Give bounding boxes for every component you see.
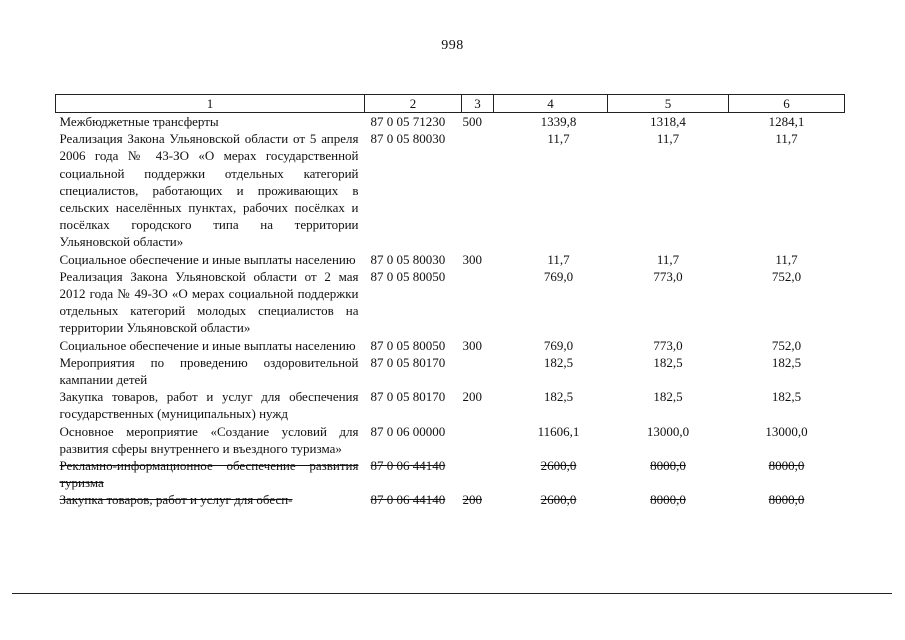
row-value-6-cell: 182,5 [771,389,802,405]
budget-table [55,94,845,509]
row-value-4-cell: 1339,8 [540,114,577,129]
row-name-cell: Мероприятия по проведению оздоровительной кампании детей [59,354,359,388]
column-header-2: 2 [365,95,462,113]
table-row [56,130,845,250]
row-code-cell: 87 0 05 80170 [370,354,446,370]
table-row [56,354,845,388]
column-header-1: 1 [56,95,365,113]
row-code-cell: 87 0 05 71230 [370,114,446,129]
row-value-4-cell: 2600,0 [540,492,577,508]
row-value-6-cell: 752,0 [771,337,802,353]
row-value-4-cell: 182,5 [543,354,574,370]
row-type-cell: 300 [462,337,482,353]
table-header-row [56,95,845,113]
table-row [56,337,845,354]
row-code-cell: 87 0 05 80050 [370,268,446,284]
row-value-6-cell: 1284,1 [768,114,805,129]
row-type-cell [462,354,494,388]
row-name-cell: Социальное обеспечение и иные выплаты населению [59,337,356,353]
row-value-4-cell: 182,5 [543,389,574,405]
row-value-5-cell: 182,5 [653,354,683,370]
row-name-cell: Основное мероприятие «Создание условий для развития сферы внутреннего и въездного туризма» [59,423,359,456]
row-type-cell: 200 [462,389,482,405]
row-name-cell: Реализация Закона Ульяновской области от 5 апреля 2006 года № 43-ЗО «О мерах государственной социальной поддержки отдельных категорий специалистов, работающих и проживающих в сельских населённых пунктах, рабочих посёлках и посёлках городского типа на территории Ульяновской области» [59,131,359,250]
row-name-cell: Межбюджетные трансферты [59,114,219,129]
row-code-cell: 87 0 06 44140 [370,458,446,474]
table-row [56,491,845,508]
table-row [56,457,845,491]
row-value-4-cell: 11,7 [547,251,570,267]
row-value-5-cell: 182,5 [653,389,683,405]
row-value-6-cell: 13000,0 [765,423,808,439]
row-value-5-cell: 11,7 [656,131,680,147]
page-number: 998 [441,38,464,53]
row-name-cell: Социальное обеспечение и иные выплаты населению [59,251,356,267]
row-code-cell: 87 0 06 00000 [370,423,446,439]
row-name-cell: Закупка товаров, работ и услуг для обеспечения государственных (муниципальных) нужд [59,389,359,422]
row-value-5-cell: 13000,0 [646,423,690,439]
row-name-cell: Закупка товаров, работ и услуг для обесп- [59,492,293,508]
table-row [56,113,845,131]
table-row [56,423,845,457]
row-type-cell: 300 [462,251,482,267]
table-row [56,251,845,268]
row-value-4-cell: 769,0 [543,268,574,284]
row-value-6-cell: 11,7 [775,131,798,147]
row-name-cell: Рекламно-информационное обеспечение развития туризма [59,458,359,491]
row-type-cell [462,130,494,250]
row-value-5-cell: 773,0 [653,268,683,284]
row-value-5-cell: 8000,0 [650,492,686,508]
row-type-cell [462,423,494,457]
column-header-3: 3 [462,95,494,113]
row-code-cell: 87 0 05 80050 [370,337,446,353]
table-row [56,268,845,337]
row-code-cell: 87 0 05 80030 [370,131,446,147]
row-value-5-cell: 8000,0 [650,458,686,474]
row-code-cell: 87 0 05 80170 [370,389,446,405]
row-value-4-cell: 769,0 [543,337,574,353]
row-value-6-cell: 8000,0 [768,492,805,508]
row-code-cell: 87 0 05 80030 [370,251,446,267]
row-value-5-cell: 11,7 [656,251,680,267]
row-value-4-cell: 11,7 [547,131,570,147]
row-value-6-cell: 11,7 [775,251,798,267]
row-value-5-cell: 1318,4 [650,114,686,129]
row-value-6-cell: 182,5 [771,354,802,370]
row-type-cell: 500 [462,114,482,129]
table-body [56,113,845,509]
row-type-cell [462,457,494,491]
column-header-6: 6 [729,95,845,113]
row-name-cell: Реализация Закона Ульяновской области от 2 мая 2012 года № 49-ЗО «О мерах социальной поддержки отдельных категорий молодых специалистов на территории Ульяновской области» [59,268,359,336]
row-type-cell [462,268,494,337]
column-header-4: 4 [494,95,608,113]
column-header-5: 5 [608,95,729,113]
row-value-5-cell: 773,0 [653,337,683,353]
row-value-6-cell: 752,0 [771,268,802,284]
row-value-4-cell: 2600,0 [540,458,577,474]
bottom-rule [12,593,892,594]
row-value-6-cell: 8000,0 [768,458,805,474]
table-row [56,388,845,422]
row-value-4-cell: 11606,1 [537,423,580,439]
row-code-cell: 87 0 06 44140 [370,492,446,508]
row-type-cell: 200 [462,492,482,508]
